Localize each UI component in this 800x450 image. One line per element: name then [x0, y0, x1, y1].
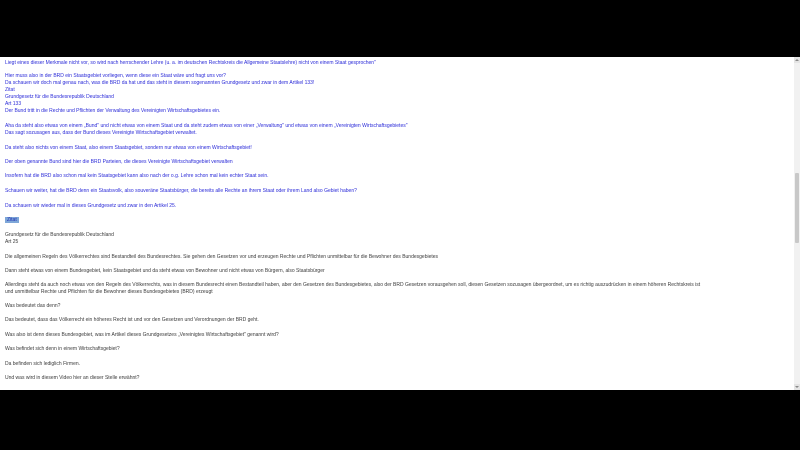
- text-line: Was also ist denn dieses Bundesgebiet, was im Artikel dieses Grundgesetzes „Vereinigtes Wirtschaftsgebiet" genannt wird?: [5, 332, 279, 338]
- text-line: Schauen wir weiter, hat die BRD denn ein Staatsvolk, also souveräne Staatsbürger, die bereits alle Rechte an ihrem Staat oder ihrem Land also Gebiet haben?: [5, 188, 357, 194]
- text-line: Art 133: [5, 101, 22, 107]
- text-line: Dann steht etwas von einem Bundesgebiet, kein Staatsgebiet und da steht etwas von Bewohner und nicht etwas von Bürgern, also Staatsbürger: [5, 268, 325, 274]
- text-line: Grundgesetz für die Bundesrepublik Deutschland: [5, 94, 114, 100]
- text-line: Da schauen wir doch mal genau nach, was die BRD da hat und das steht in diesem sogenannten Grundgesetz und zwar in dem Artikel 133!: [5, 80, 315, 86]
- scrollbar-thumb[interactable]: [795, 173, 799, 243]
- scroll-down-icon[interactable]: [794, 384, 800, 390]
- text-line: Was bedeutet das denn?: [5, 303, 61, 309]
- text-line: Und was wird in diesem Video hier an dieser Stelle erwähnt?: [5, 375, 140, 381]
- text-line: Der oben genannte Bund sind hier die BRD Parteien, die dieses Vereinigte Wirtschaftsgebiet verwalten: [5, 159, 233, 165]
- selected-text[interactable]: Zitat: [7, 217, 17, 223]
- text-line: Da steht also nichts von einem Staat, also einem Staatsgebiet, sondern nur etwas von einem Wirtschaftsgebiet!: [5, 145, 252, 151]
- text-line: Insofern hat die BRD also schon mal kein Staatsgebiet kann also nach der o.g. Lehre schon mal kein echter Staat sein.: [5, 173, 269, 179]
- text-line: Was befindet sich denn in einem Wirtschaftsgebiet?: [5, 346, 120, 352]
- text-line: Aha da steht also etwas von einem „Bund" und nicht etwas von einem Staat und da steht zudem etwas von einer „Verwaltung" und etwas von einem „Vereinigten Wirtschaftsgebietes": [5, 123, 408, 129]
- text-line: und unmittelbar Rechte und Pflichten für die Bewohner dieses Bundesgebietes (BRD) erzeugt: [5, 289, 213, 295]
- text-line: Die allgemeinen Regeln des Völkerrechtes sind Bestandteil des Bundesrechtes. Sie gehen den Gesetzen vor und erzeugen Rechte und Pflichten unmittelbar für die Bewohner des Bundesgebietes: [5, 254, 439, 260]
- document-viewport: [0, 57, 800, 390]
- text-line: Hier muss also in der BRD ein Staatsgebiet vorliegen, wenn diese ein Staat wäre und fragt uns vor?: [5, 73, 226, 79]
- text-line: Grundgesetz für die Bundesrepublik Deutschland: [5, 232, 114, 238]
- text-line: Da befinden sich lediglich Firmen.: [5, 361, 81, 367]
- text-line: Liegt eines dieser Merkmale nicht vor, so wird nach herrschender Lehre (u. a. im deutschen Rechtskreis die Allgemeine Staatslehre) nicht von einem Staat gesprochen": [5, 60, 376, 66]
- text-line: Art 25: [5, 239, 19, 245]
- vertical-scrollbar[interactable]: [794, 57, 800, 390]
- text-line: Das bedeutet, dass das Völkerrecht ein höheres Recht ist und vor den Gesetzen und Verordnungen der BRD geht.: [5, 317, 259, 323]
- text-line: Der Bund tritt in die Rechte und Pflichten der Verwaltung des Vereinigten Wirtschaftsgebietes ein.: [5, 108, 221, 114]
- text-line: Allerdings steht da auch noch etwas von den Regeln des Völkerrechts, was in diesem Bundesrecht einen Bestandteil haben, aber den Gesetzen des Bundesgebietes, also der BRD Gesetzen vorausgehen soll, diesen Gesetzen sozusagen übergeordnet, um es richtig auszudrücken in einem höheren Rechtskreis ist: [5, 282, 701, 288]
- text-line: Da schauen wir wieder mal in dieses Grundgesetz und zwar in den Artikel 25.: [5, 203, 177, 209]
- scroll-up-icon[interactable]: [794, 57, 800, 63]
- text-line: Zitat: [5, 87, 15, 93]
- text-line: Das sagt sozusagen aus, dass der Bund dieses Vereinigte Wirtschaftsgebiet verwaltet.: [5, 130, 197, 136]
